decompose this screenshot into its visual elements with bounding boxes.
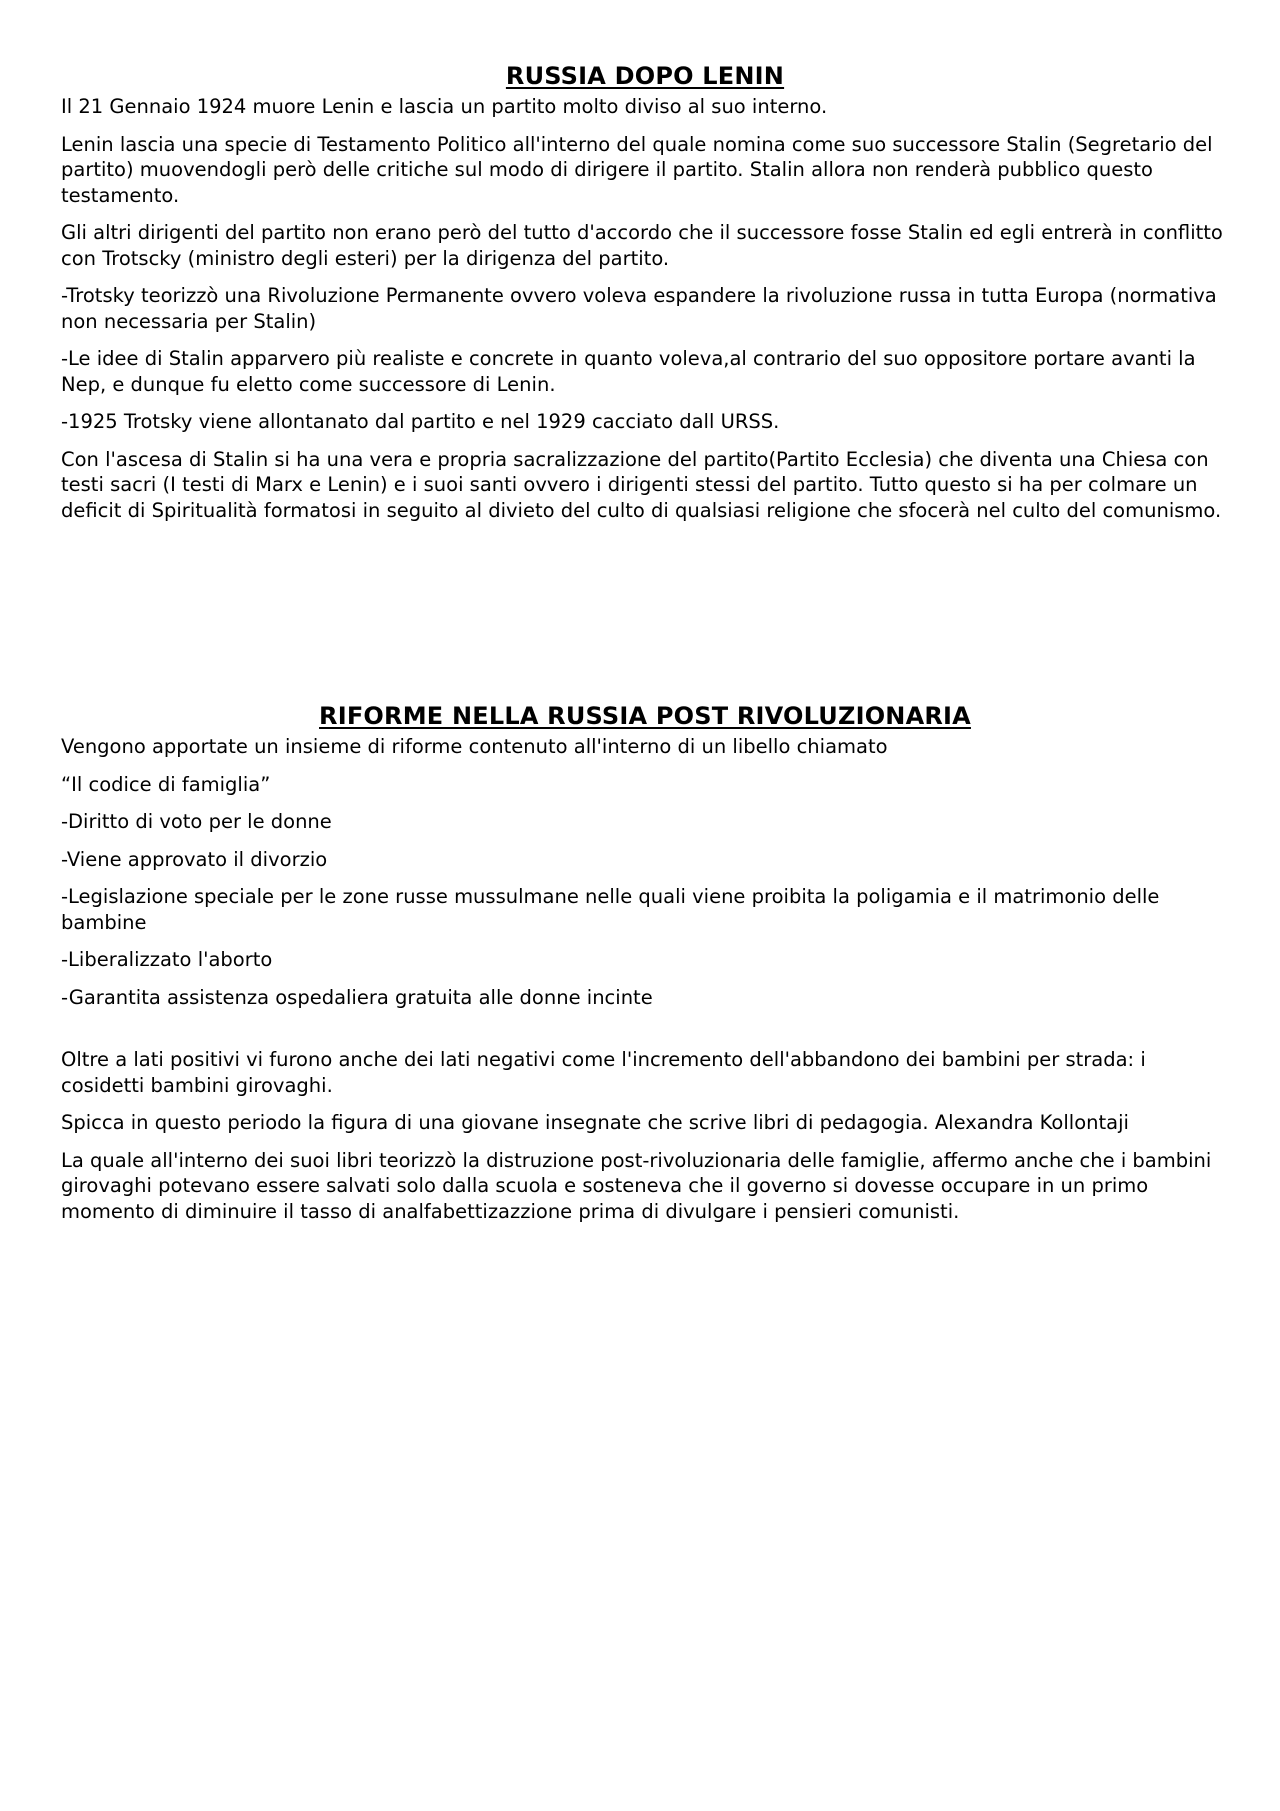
section-riforme [61,700,1229,1236]
paragraph: La quale all'interno dei suoi libri teorizzò la distruzione post-rivoluzionaria delle famiglie, affermo anche che i bambini girovaghi potevano essere salvati solo dalla scuola e sosteneva che il governo si dovesse occupare in un primo momento di diminuire il tasso di analfabettizazzione prima di divulgare i pensieri comunisti. [61,1148,1212,1223]
section-title: RUSSIA DOPO LENIN [505,62,785,90]
paragraph: Il 21 Gennaio 1924 muore Lenin e lascia un partito molto diviso al suo interno. [61,95,828,118]
paragraph: Con l'ascesa di Stalin si ha una vera e propria sacralizzazione del partito(Partito Ecclesia) che diventa una Chiesa con testi sacri (I testi di Marx e Lenin) e i suoi santi ovvero i dirigenti stessi del partito. Tutto questo si ha per colmare un deficit di Spiritualità formatosi in seguito al divieto del culto di qualsiasi religione che sfocerà nel culto del comunismo. [61,447,1222,522]
list-item: -Liberalizzato l'aborto [61,948,273,971]
list-item: -Legislazione speciale per le zone russe mussulmane nelle quali viene proibita la poligamia e il matrimonio delle bambine [61,885,1160,934]
list-item: -Viene approvato il divorzio [61,847,328,871]
paragraph: -Trotsky teorizzò una Rivoluzione Permanente ovvero voleva espandere la rivoluzione russa in tutta Europa (normativa non necessaria per Stalin) [61,284,1217,333]
paragraph: Gli altri dirigenti del partito non erano però del tutto d'accordo che il successore fosse Stalin ed egli entrerà in conflitto con Trotscky (ministro degli esteri) per la dirigenza del partito. [61,221,1223,270]
paragraph: -1925 Trotsky viene allontanato dal partito e nel 1929 cacciato dall URSS. [61,410,780,433]
paragraph: Vengono apportate un insieme di riforme contenuto all'interno di un libello chiamato [61,735,888,758]
section-russia-dopo-lenin [61,60,1229,535]
paragraph: Lenin lascia una specie di Testamento Politico all'interno del quale nomina come suo successore Stalin (Segretario del partito) muovendogli però delle critiche sul modo di dirigere il partito. Stalin allora non renderà pubblico questo testamento. [61,132,1213,207]
spacer [61,1022,1229,1047]
paragraph: “Il codice di famiglia” [61,772,271,796]
list-item: -Diritto di voto per le donne [61,810,332,833]
paragraph: -Le idee di Stalin apparvero più realiste e concrete in quanto voleva,al contrario del suo oppositore portare avanti la Nep, e dunque fu eletto come successore di Lenin. [61,347,1196,396]
section-title: RIFORME NELLA RUSSIA POST RIVOLUZIONARIA [319,702,971,730]
list-item: -Garantita assistenza ospedaliera gratuita alle donne incinte [61,985,653,1009]
paragraph: Spicca in questo periodo la figura di una giovane insegnate che scrive libri di pedagogia. Alexandra Kollontaji [61,1111,1129,1134]
paragraph: Oltre a lati positivi vi furono anche dei lati negativi come l'incremento dell'abbandono dei bambini per strada: i cosidetti bambini girovaghi. [61,1048,1146,1097]
